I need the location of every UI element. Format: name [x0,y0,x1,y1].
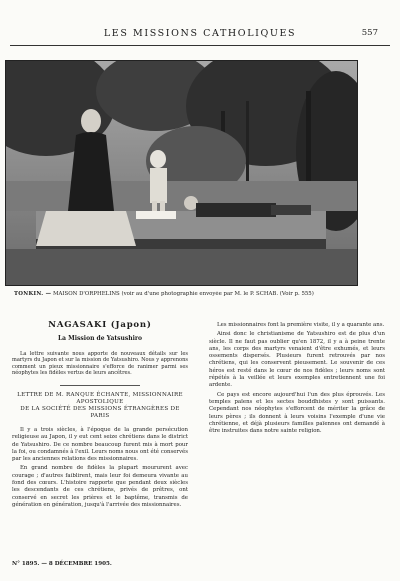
left-column [12,322,188,511]
photo-caption [14,291,394,297]
letter-heading-line-2: DE LA SOCIÉTÉ DES MISSIONS ÉTRANGÈRES DE PARIS [20,405,180,419]
article-subheadline: La Mission de Yatsushiro [57,335,143,343]
header-rule [10,45,390,46]
left-paragraph: Il y a trois siècles, à l'époque de la grande persécution religieuse au Japon, il y eut cent seize chrétiens dans le district de Yatsushiro. De ce nombre beaucoup furent mis à mort pour la foi, ou condamnés à l'exil. Leurs noms nous ont été conservés par les anciennes relations des missionnaires. [12,426,188,463]
right-paragraph: Ainsi donc le christianisme de Yatsushiro est de plus d'un siècle. Il ne faut pas oublier qu'en 1872, il y a à peine trente ans, les corps des martyrs venaient d'être exhumés, et leurs ossements dispersés. Plusieurs furent retrouvés par nos chrétiens, qui les conservent pieusement. Le souvenir de ces héros est resté dans le cœur de nos fidèles ; leurs noms sont répétés à la veillée et leurs exemples entretiennent une foi ardente. [209,331,385,389]
letter-heading [12,392,188,420]
caption-text: MAISON D'ORPHELINS (voir au d'une photographie envoyée par M. le P. SCHAB. (Voir p. 555) [53,291,314,297]
photo-illustration [6,61,357,285]
left-paragraph: En grand nombre de fidèles la plupart moururent avec courage ; d'autres faiblirent, mais leur foi demeura vivante au fond des cœurs. L'histoire rapporte que pendant deux siècles les descendants de ces chrétiens, privés de prêtres, ont conservé en secret les prières et le baptême, transmis de génération en génération, jusqu'à l'arrivée des missionnaires. [12,465,188,508]
page-number: 557 [361,28,378,38]
journal-title: LES MISSIONS CATHOLIQUES [103,28,297,39]
article-intro: La lettre suivante nous apporte de nouveaux détails sur les martyrs du Japon et sur la mission de Yatsushiro. Nous y apprenons comment un pieux missionnaire s'efforce de ranimer parmi ses néophytes les fidèles vertus de leurs ancêtres. [12,350,188,377]
right-paragraph: Les missionnaires font la première visite, il y a quarante ans. [217,322,385,328]
caption-lead: TONKIN. — [14,291,52,297]
right-column [209,322,385,437]
orphanage-photograph [5,60,358,286]
letter-heading-line-1: LETTRE DE M. RANQUE ÉCHANTE, MISSIONNAIRE APOSTOLIQUE [17,391,183,405]
right-paragraph: Ce pays est encore aujourd'hui l'un des plus éprouvés. Les temples païens et les sectes bouddhistes y sont puissants. Cependant nos néophytes s'efforcent de mériter la grâce de leurs pères ; ils donnent à leurs voisins l'exemple d'une vie chrétienne, et déjà plusieurs familles païennes ont demandé à être instruites dans notre sainte religion. [209,391,385,435]
running-head [0,28,400,42]
section-rule [60,385,140,386]
issue-number-date: N° 1895. — 8 DÉCEMBRE 1905. [12,561,112,567]
article-headline: NAGASAKI (Japon) [48,320,152,330]
